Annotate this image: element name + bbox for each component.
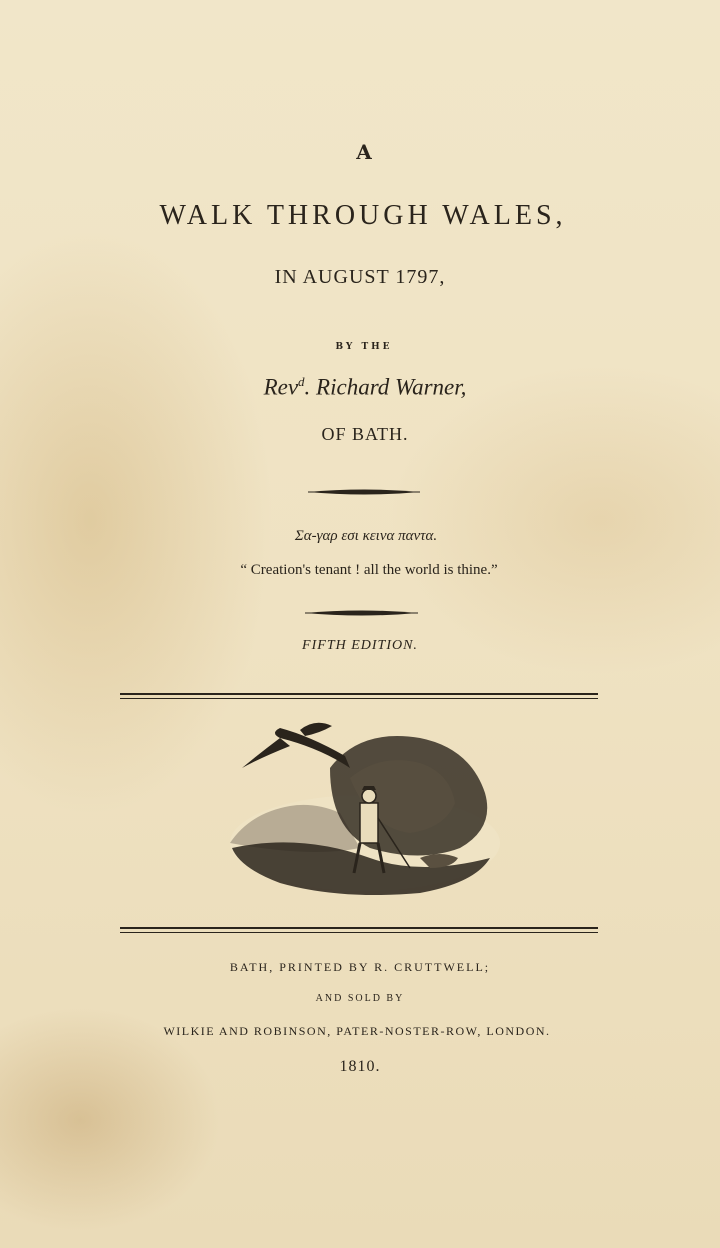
english-epigraph: “ Creation's tenant ! all the world is thine.”: [240, 562, 498, 578]
main-title: WALK THROUGH WALES,: [159, 200, 567, 231]
double-rule-lower: [120, 927, 598, 933]
imprint-printer: BATH, PRINTED BY R. CRUTTWELL;: [229, 960, 491, 974]
author-line: [5, 374, 720, 401]
woodcut-vignette-illustration: [220, 708, 510, 908]
subtitle: IN AUGUST 1797,: [274, 266, 446, 288]
author-place: OF BATH.: [321, 424, 409, 444]
imprint-booksellers: WILKIE AND ROBINSON, PATER-NOSTER-ROW, LONDON.: [163, 1024, 551, 1038]
imprint-year: 1810.: [339, 1058, 381, 1075]
title-article: A: [356, 140, 374, 164]
double-rule-upper: [120, 693, 598, 699]
byline: BY THE: [335, 342, 393, 352]
ornamental-rule-bottom: [0, 606, 720, 620]
author-prefix: Rev: [263, 374, 299, 400]
greek-epigraph: Σα-γαρ εσι κεινα παντα.: [294, 528, 438, 544]
ornamental-rule-top: [0, 485, 720, 499]
imprint-sold-by: AND SOLD BY: [315, 993, 405, 1004]
author-name: . Richard Warner,: [304, 374, 467, 400]
edition: FIFTH EDITION.: [302, 638, 418, 653]
author-superscript: d: [298, 374, 305, 389]
